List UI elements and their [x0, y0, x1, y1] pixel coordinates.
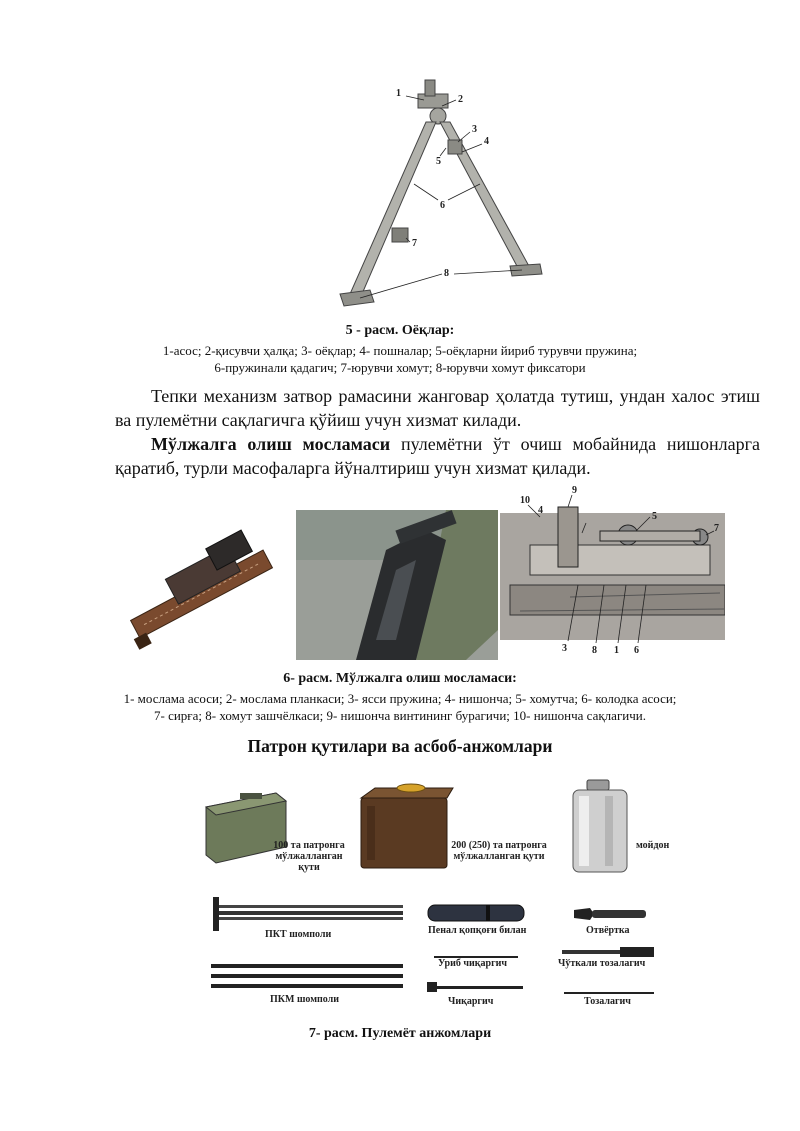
callout-1: 1 — [396, 88, 401, 99]
screwdriver-image — [570, 904, 650, 924]
callout-4: 4 — [484, 136, 489, 147]
callout-7: 7 — [412, 238, 417, 249]
figure-6-caption-line-2: 7- сирға; 8- хомут зашчёлкаси; 9- нишонча винтининг бурагичи; 10- нишонча сақлагичи. — [154, 708, 646, 723]
callout-8: 8 — [444, 268, 449, 279]
paragraph-sighting-device — [115, 432, 760, 480]
sight-callout-7: 7 — [714, 523, 719, 534]
sight-callout-5: 5 — [652, 511, 657, 522]
figure-6-caption-line-1: 1- мослама асоси; 2- мослама планкаси; 3- ясси пружина; 4- нишонча; 5- хомутча; 6- колодка асоси; — [123, 691, 677, 706]
figure-5-caption-line-1: 1-асос; 2-қисувчи ҳалқа; 3- оёқлар; 4- пошналар; 5-оёқларни йириб турувчи пружина; — [162, 343, 638, 358]
label-oiler: мойдон — [636, 840, 670, 851]
paragraph-2-bold-lead: Мўлжалга олиш мосламаси — [151, 434, 391, 454]
label-brush-cleaner: Чўткали тозалагич — [558, 958, 646, 969]
sight-callout-6: 6 — [634, 645, 639, 656]
extractor-2-image — [425, 980, 525, 994]
sight-callout-1: 1 — [614, 645, 619, 656]
figure-5-caption-line-2: 6-пружинали қадагич; 7-юрувчи хомут; 8-юрувчи хомут фиксатори — [214, 360, 586, 375]
pkm-rod-image — [205, 962, 405, 992]
extractor-1-image — [432, 948, 520, 956]
section-heading: Патрон қутилари ва асбоб-анжомлари — [247, 736, 553, 756]
sight-diagram-right — [500, 485, 725, 660]
label-screwdriver: Отвёртка — [586, 925, 630, 936]
figure-6-title: 6- расм. Мўлжалга олиш мосламаси: — [283, 671, 517, 686]
callout-6: 6 — [440, 200, 445, 211]
label-pencil-case: Пенал қопқоғи билан — [428, 925, 527, 936]
figure-5-bipod — [330, 72, 560, 312]
sight-callout-8: 8 — [592, 645, 597, 656]
oiler-image — [565, 778, 635, 876]
figure-5-title: 5 - расм. Оёқлар: — [345, 323, 455, 338]
cleaner-image — [562, 984, 656, 992]
label-pkt-rod: ПКТ шомполи — [265, 929, 332, 940]
sight-callout-3: 3 — [562, 643, 567, 654]
label-extractor-2: Чиқаргич — [448, 996, 494, 1007]
pencil-case-image — [426, 902, 526, 924]
callout-3: 3 — [472, 124, 477, 135]
label-cleaner: Тозалагич — [584, 996, 631, 1007]
sight-callout-9: 9 — [572, 485, 577, 496]
sight-callout-4: 4 — [538, 505, 543, 516]
paragraph-2-text: пулемётни ўт очиш мобайнида нишонларга қаратиб, турли масофаларга йўналтириш учун хизмат қилади. — [115, 434, 761, 478]
sight-callout-10: 10 — [520, 495, 530, 506]
brush-cleaner-image — [560, 945, 656, 957]
label-ammo-box-200: 200 (250) та патронга мўлжалланган қути — [451, 840, 547, 862]
paragraph-1-text: Тепки механизм затвор рамасини жанговар ҳолатда тутиш, ундан халос этиш ва пулемётни сақлагичга қўйиш учун хизмат килади. — [115, 386, 760, 430]
figure-7-title: 7- расм. Пулемёт анжомлари — [308, 1026, 492, 1041]
label-pkm-rod: ПКМ шомполи — [270, 994, 340, 1005]
label-ammo-box-100: 100 та патронга мўлжалланган қути — [273, 840, 345, 873]
paragraph-trigger-mechanism — [115, 384, 760, 432]
sight-photo-left — [115, 510, 295, 660]
sight-photo-center — [296, 510, 498, 660]
ammo-box-200-image — [355, 780, 455, 875]
label-extractor-1: Уриб чиқаргич — [438, 958, 508, 969]
callout-5: 5 — [436, 156, 441, 167]
callout-2: 2 — [458, 94, 463, 105]
